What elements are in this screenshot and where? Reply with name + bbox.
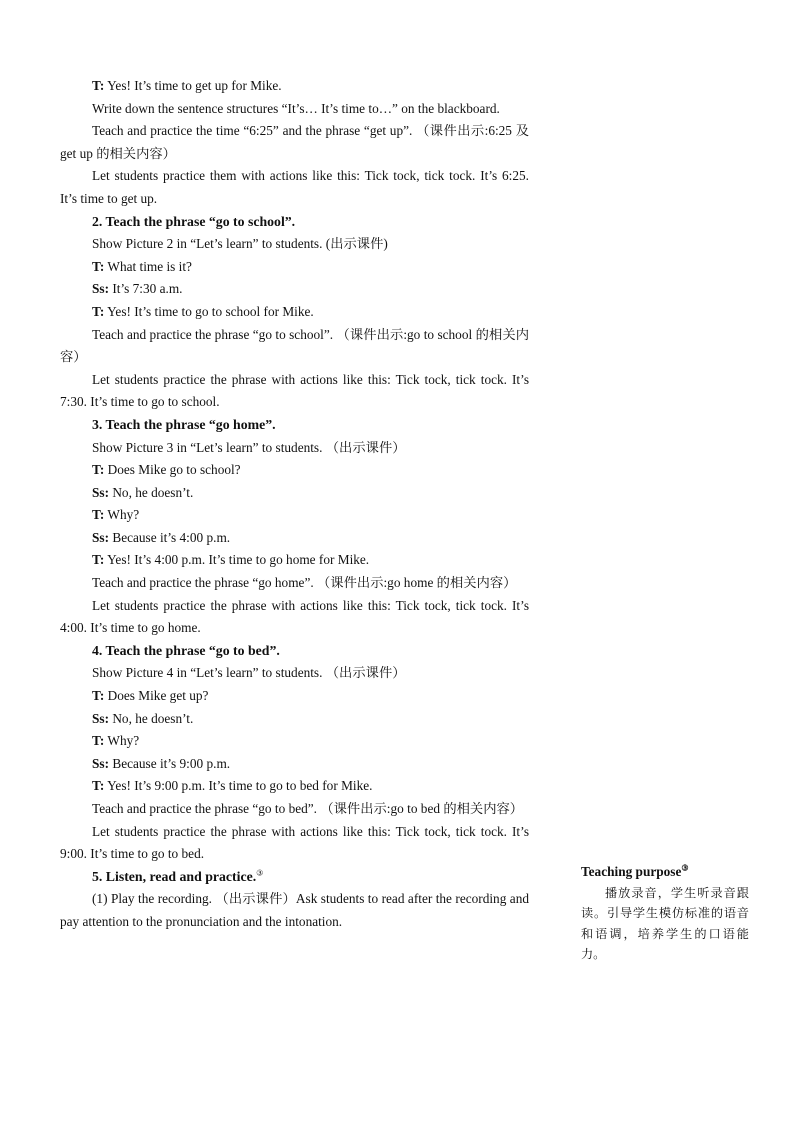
dialogue-line: Ss: It’s 7:30 a.m. — [92, 281, 183, 297]
paragraph: Let students practice the phrase with actions like this: Tick tock, tick tock. It’s 4:00. It’s time to go home. — [60, 597, 529, 636]
footnote-marker: ③ — [256, 868, 264, 878]
paragraph: Write down the sentence structures “It’s… It’s time to…” on the blackboard. — [92, 100, 500, 116]
paragraph: Teach and practice the time “6:25” and the phrase “get up”. （课件出示:6:25 及 get up 的相关内容） — [60, 123, 529, 161]
speaker-label: T: — [92, 688, 105, 704]
speaker-label: Ss: — [92, 529, 109, 545]
paragraph: Teach and practice the phrase “go to school”. （课件出示:go to school 的相关内容） — [60, 326, 529, 365]
paragraph: Teach and practice the phrase “go to bed”. （课件出示:go to bed 的相关内容） — [92, 801, 524, 816]
section-heading: 2. Teach the phrase “go to school”. — [92, 213, 296, 229]
paragraph: Let students practice the phrase with actions like this: Tick tock, tick tock. It’s 7:30. It’s time to go to school. — [60, 371, 529, 410]
section-heading: 5. Listen, read and practice.③ — [92, 868, 264, 884]
dialogue-line: T: Yes! It’s 4:00 p.m. It’s time to go home for Mike. — [92, 552, 370, 568]
teaching-purpose-note — [581, 862, 749, 965]
dialogue-line: T: Does Mike get up? — [92, 688, 209, 704]
section-heading: 3. Teach the phrase “go home”. — [92, 416, 276, 432]
dialogue-line: T: Does Mike go to school? — [92, 462, 241, 478]
lesson-body — [60, 75, 529, 934]
dialogue-line: T: Why? — [92, 733, 140, 749]
footnote-marker: ③ — [681, 863, 689, 873]
dialogue-line: T: Yes! It’s time to get up for Mike. — [92, 78, 282, 93]
dialogue-line: Ss: No, he doesn’t. — [92, 710, 194, 726]
dialogue-line: T: Why? — [92, 507, 140, 523]
paragraph: Teach and practice the phrase “go home”. （课件出示:go home 的相关内容） — [92, 575, 517, 591]
dialogue-line: Ss: Because it’s 9:00 p.m. — [92, 755, 231, 771]
speaker-label: T: — [92, 778, 105, 794]
dialogue-line: Ss: Because it’s 4:00 p.m. — [92, 529, 231, 545]
paragraph: (1) Play the recording. （出示课件）Ask students to read after the recording and pay attention to the pronunciation and the intonation. — [60, 891, 529, 929]
speaker-label: Ss: — [92, 755, 109, 771]
speaker-label: Ss: — [92, 710, 109, 726]
teaching-purpose-text: 播放录音，学生听录音跟读。引导学生模仿标准的语音和语调，培养学生的口语能力。 — [581, 885, 749, 961]
speaker-label: T: — [92, 78, 105, 93]
speaker-label: T: — [92, 303, 105, 319]
speaker-label: T: — [92, 507, 105, 523]
paragraph: Show Picture 4 in “Let’s learn” to students. （出示课件） — [92, 665, 406, 681]
speaker-label: T: — [92, 733, 105, 749]
dialogue-line: T: Yes! It’s 9:00 p.m. It’s time to go to bed for Mike. — [92, 778, 373, 794]
dialogue-line: T: What time is it? — [92, 258, 192, 274]
paragraph: Show Picture 2 in “Let’s learn” to students. (出示课件) — [92, 236, 388, 252]
paragraph: Let students practice the phrase with actions like this: Tick tock, tick tock. It’s 9:00. It’s time to go to bed. — [60, 823, 529, 862]
speaker-label: Ss: — [92, 281, 109, 297]
speaker-label: T: — [92, 258, 105, 274]
teaching-purpose-title: Teaching purpose③ — [581, 863, 689, 879]
paragraph: Let students practice them with actions like this: Tick tock, tick tock. It’s 6:25. It’s time to get up. — [60, 168, 529, 206]
speaker-label: T: — [92, 552, 105, 568]
speaker-label: Ss: — [92, 484, 109, 500]
paragraph: Show Picture 3 in “Let’s learn” to students. （出示课件） — [92, 439, 406, 455]
section-heading: 4. Teach the phrase “go to bed”. — [92, 642, 280, 658]
speaker-label: T: — [92, 462, 105, 478]
dialogue-line: Ss: No, he doesn’t. — [92, 484, 194, 500]
dialogue-line: T: Yes! It’s time to go to school for Mike. — [92, 303, 314, 319]
